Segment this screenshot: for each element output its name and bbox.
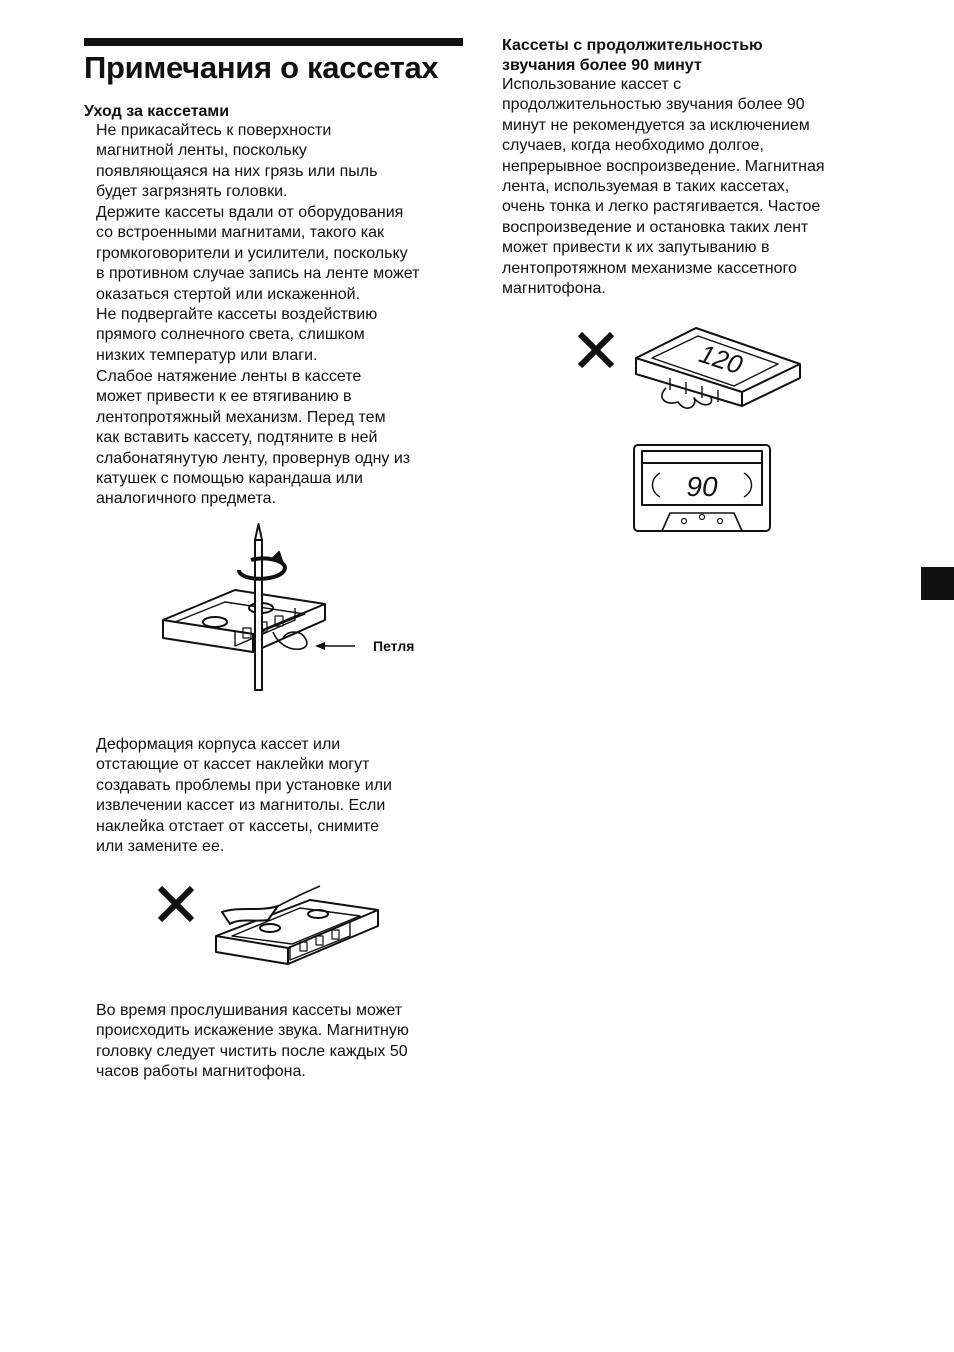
text-line: Держите кассеты вдали от оборудования: [96, 204, 404, 221]
care-paragraph-2: [96, 203, 419, 305]
heading-line: Кассеты с продолжительностью: [502, 37, 763, 54]
text-line: случаев, когда необходимо долгое,: [502, 137, 764, 155]
text-line: может привести к ее втягиванию в: [96, 388, 352, 406]
text-line: прямого солнечного света, слишком: [96, 326, 365, 344]
text-line: слабонатянутую ленту, провернув одну из: [96, 449, 411, 467]
text-line: как вставить кассету, подтяните в ней: [96, 429, 378, 447]
heading-line: звучания более 90 минут: [502, 57, 702, 74]
care-paragraph-4: [96, 367, 410, 510]
text-line: очень тонка и легко растягивается. Частое: [502, 198, 821, 216]
text-line: громкоговорители и усилители, поскольку: [96, 244, 408, 262]
text-line: Деформация корпуса кассет или: [96, 736, 341, 753]
text-line: катушек с помощью карандаша или: [96, 470, 363, 488]
text-line: или замените ее.: [96, 838, 225, 856]
text-line: отстающие от кассет наклейки могут: [96, 756, 370, 774]
text-line: продолжительностью звучания более 90: [502, 96, 805, 114]
text-line: будет загрязнять головки.: [96, 183, 288, 201]
text-line: головку следует чистить после каждых 50: [96, 1042, 408, 1060]
care-paragraph-6: [96, 1001, 409, 1083]
text-line: Использование кассет с: [502, 76, 682, 93]
peeling-label-cassette-illustration: [150, 876, 390, 971]
title-rule: [84, 38, 463, 46]
text-line: лентопротяжный механизм. Перед тем: [96, 408, 386, 426]
care-paragraph-3: [96, 305, 377, 366]
text-line: со встроенными магнитами, такого как: [96, 224, 385, 242]
text-line: Не прикасайтесь к поверхности: [96, 122, 332, 139]
text-line: появляющаяся на них грязь или пыль: [96, 162, 378, 180]
cassette-pencil-illustration: [155, 520, 355, 700]
text-line: создавать проблемы при установке или: [96, 776, 392, 794]
label-90: 90: [686, 471, 718, 502]
care-heading: Уход за кассетами: [84, 103, 230, 120]
text-line: воспроизведение и остановка таких лент: [502, 218, 809, 236]
text-line: Слабое натяжение ленты в кассете: [96, 368, 362, 385]
text-line: происходить искажение звука. Магнитную: [96, 1022, 409, 1040]
loop-label: Петля: [373, 638, 415, 654]
care-paragraph-5: [96, 735, 392, 857]
text-line: магнитной ленты, поскольку: [96, 142, 307, 160]
care-paragraph-1: [96, 121, 377, 203]
text-line: Не подвергайте кассеты воздействию: [96, 306, 378, 323]
long-cassettes-heading: [502, 36, 763, 76]
text-line: извлечении кассет из магнитолы. Если: [96, 797, 386, 815]
text-line: лента, используемая в таких кассетах,: [502, 178, 790, 196]
text-line: наклейка отстает от кассеты, снимите: [96, 817, 380, 835]
section-tab-marker: [921, 567, 954, 600]
page-title: Примечания о кассетах: [84, 50, 439, 85]
text-line: может привести к их запутыванию в: [502, 239, 770, 257]
cassette-90-illustration: [632, 443, 772, 533]
text-line: аналогичного предмета.: [96, 490, 277, 508]
text-line: непрерывное воспроизведение. Магнитная: [502, 157, 825, 175]
label-120: 120: [695, 338, 747, 381]
long-cassettes-paragraph: [502, 75, 825, 299]
text-line: магнитофона.: [502, 280, 606, 298]
text-line: минут не рекомендуется за исключением: [502, 116, 810, 134]
text-line: низких температур или влаги.: [96, 346, 318, 364]
cassette-120-tangled-illustration: [570, 318, 810, 418]
text-line: оказаться стертой или искаженной.: [96, 285, 361, 303]
text-line: лентопротяжном механизме кассетного: [502, 259, 797, 277]
text-line: в противном случае запись на ленте может: [96, 265, 420, 283]
text-line: Во время прослушивания кассеты может: [96, 1002, 403, 1019]
text-line: часов работы магнитофона.: [96, 1063, 306, 1081]
